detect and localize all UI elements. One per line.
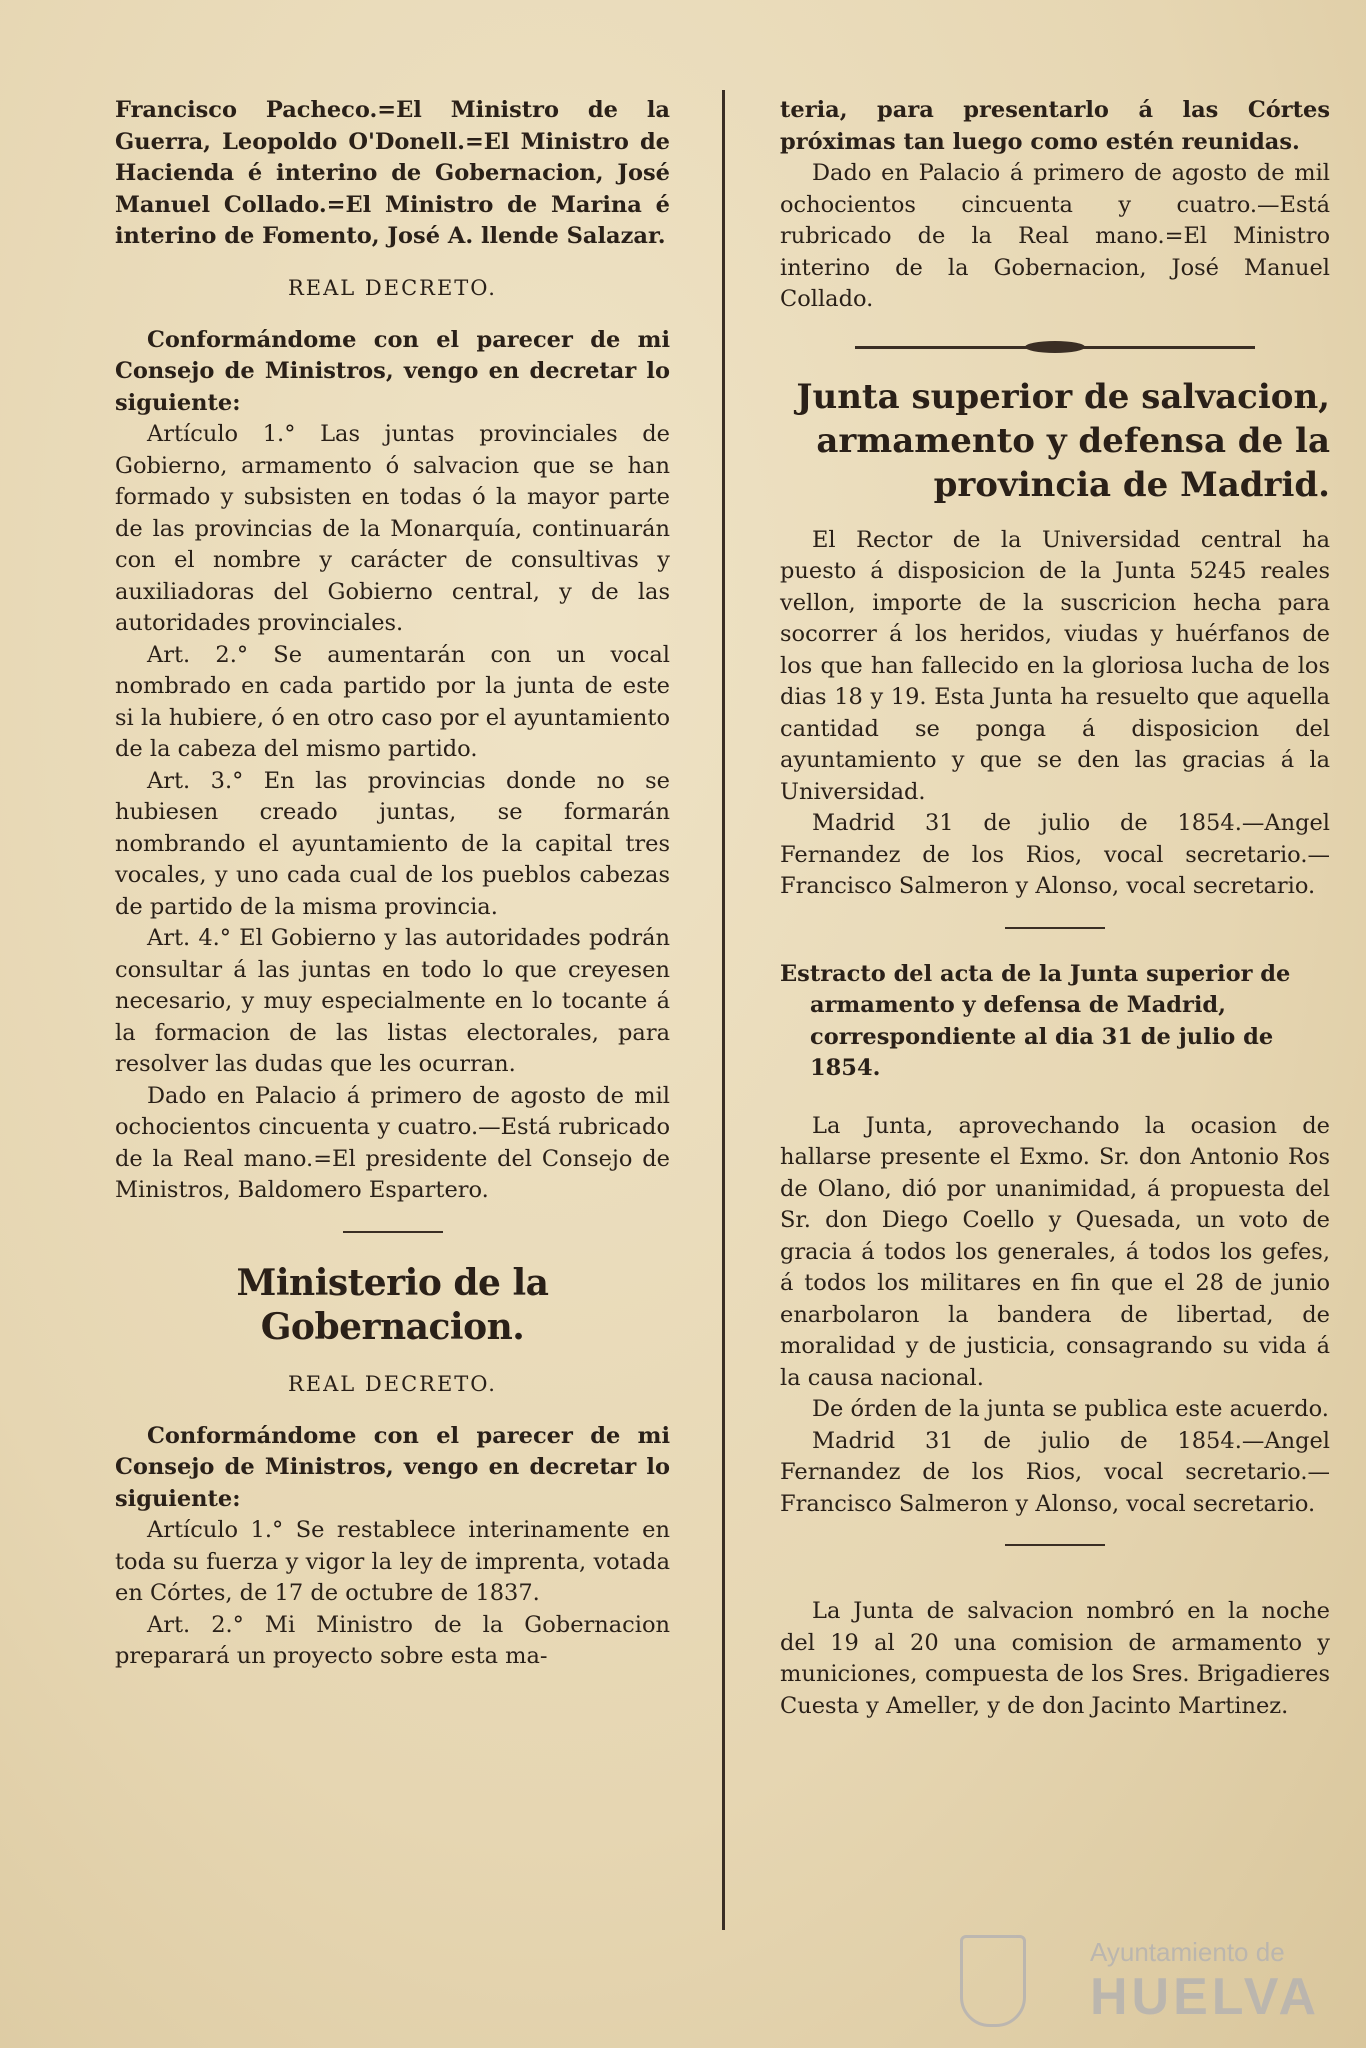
signature-2: Madrid 31 de julio de 1854.—Angel Fernandez de los Rios, vocal secretario.—Francisco Salmeron y Alonso, vocal secretario. (780, 1427, 1330, 1517)
signatures-paragraph: Francisco Pacheco.=El Ministro de la Guerra, Leopoldo O'Donell.=El Ministro de Hacienda é interino de Gobernacion, José Manuel Collado.=El Ministro de Marina é interino de Fomento, José A. llende Salazar. (115, 97, 670, 249)
decree-signature-2: Dado en Palacio á primero de agosto de mil ochocientos cincuenta y cuatro.—Está rubricado de la Real mano.=El Ministro interino de la Gobernacion, José Manuel Collado. (780, 160, 1330, 312)
section-rule-right-2 (1005, 1544, 1105, 1546)
shield-icon (960, 1935, 1026, 2027)
section-rule-left (343, 1231, 443, 1233)
commission-paragraph: La Junta de salvacion nombró en la noche del 19 al 20 una comision de armamento y municiones, compuesta de los Sres. Brigadieres Cuesta y Ameller, y de don Jacinto Martinez. (780, 1598, 1330, 1719)
decree-intro-1: Conformándome con el parecer de mi Consejo de Ministros, vengo en decretar lo siguiente: (115, 326, 670, 416)
decree-intro-2: Conformándome con el parecer de mi Consejo de Ministros, vengo en decretar lo siguiente: (115, 1422, 670, 1512)
real-decreto-heading-2: REAL DECRETO. (288, 1371, 497, 1396)
ornamental-rule (855, 346, 1255, 349)
junta-title (780, 375, 1330, 507)
junta-title-line-3: provincia de Madrid. (933, 464, 1330, 505)
right-column (780, 95, 1330, 1722)
article-4: Art. 4.° El Gobierno y las autoridades podrán consultar á las juntas en todo lo que creyesen necesario, y muy especialmente en lo tocante á la formacion de las listas electorales, para resolver las dudas que les ocurran. (115, 925, 670, 1077)
left-column (115, 95, 670, 1673)
article-2: Art. 2.° Se aumentarán con un vocal nombrado en cada partido por la junta de este si la hubiere, ó en otro caso por el ayuntamiento de la cabeza del mismo partido. (115, 641, 670, 762)
column-divider (722, 90, 725, 1930)
section-rule-right-1 (1005, 927, 1105, 929)
junta-title-line-2: armamento y defensa de la (816, 420, 1330, 461)
decree-signature-1: Dado en Palacio á primero de agosto de mil ochocientos cincuenta y cuatro.—Está rubricado de la Real mano.=El presidente del Consejo de Ministros, Baldomero Espartero. (115, 1082, 670, 1203)
article-continuation: teria, para presentarlo á las Córtes próximas tan luego como estén reunidas. (780, 97, 1330, 155)
press-law-article-2: Art. 2.° Mi Ministro de la Gobernacion preparará un proyecto sobre esta ma- (115, 1611, 670, 1669)
extract-title: Estracto del acta de la Junta superior de armamento y defensa de Madrid, correspondiente al dia 31 de julio de 1854. (780, 960, 1291, 1081)
ministry-title: Ministerio de la Gobernacion. (236, 1261, 549, 1348)
university-donation-paragraph: El Rector de la Universidad central ha puesto á disposicion de la Junta 5245 reales vellon, importe de la suscricion hecha para socorrer á los heridos, viudas y huérfanos de los que han fallecido en la gloriosa lucha de los dias 18 y 19. Esta Junta ha resuelto que aquella cantidad se ponga á disposicion del ayuntamiento y que se den las gracias á la Universidad. (780, 526, 1330, 805)
vote-of-thanks-paragraph: La Junta, aprovechando la ocasion de hallarse presente el Exmo. Sr. don Antonio Ros de Olano, dió por unanimidad, á propuesta del Sr. don Diego Coello y Quesada, un voto de gracia á todos los generales, á todos los gefes, á todos los militares en fin que el 28 de junio enarbolaron la bandera de libertad, de moralidad y de justicia, consagrando su vida á la causa nacional. (780, 1112, 1330, 1391)
junta-title-line-1: Junta superior de salvacion, (796, 376, 1330, 417)
huelva-watermark (960, 1935, 1330, 2030)
signature-1: Madrid 31 de julio de 1854.—Angel Fernandez de los Rios, vocal secretario.—Francisco Salmeron y Alonso, vocal secretario. (780, 810, 1330, 899)
watermark-line-2: HUELVA (1090, 1968, 1321, 2026)
article-3: Art. 3.° En las provincias donde no se hubiesen creado juntas, se formarán nombrando el ayuntamiento de la capital tres vocales, y uno cada cual de los pueblos cabezas de partido de la misma provincia. (115, 767, 670, 920)
press-law-article-1: Artículo 1.° Se restablece interinamente en toda su fuerza y vigor la ley de imprenta, votada en Córtes, de 17 de octubre de 1837. (115, 1517, 670, 1606)
article-1: Artículo 1.° Las juntas provinciales de Gobierno, armamento ó salvacion que se han formado y subsisten en todas ó la mayor parte de las provincias de la Monarquía, continuarán con el nombre y carácter de consultivas y auxiliadoras del Gobierno central, y de las autoridades provinciales. (115, 421, 670, 636)
real-decreto-heading-1: REAL DECRETO. (288, 275, 497, 300)
publication-order: De órden de la junta se publica este acuerdo. (812, 1396, 1329, 1422)
watermark-line-1: Ayuntamiento de (1090, 1937, 1285, 1967)
